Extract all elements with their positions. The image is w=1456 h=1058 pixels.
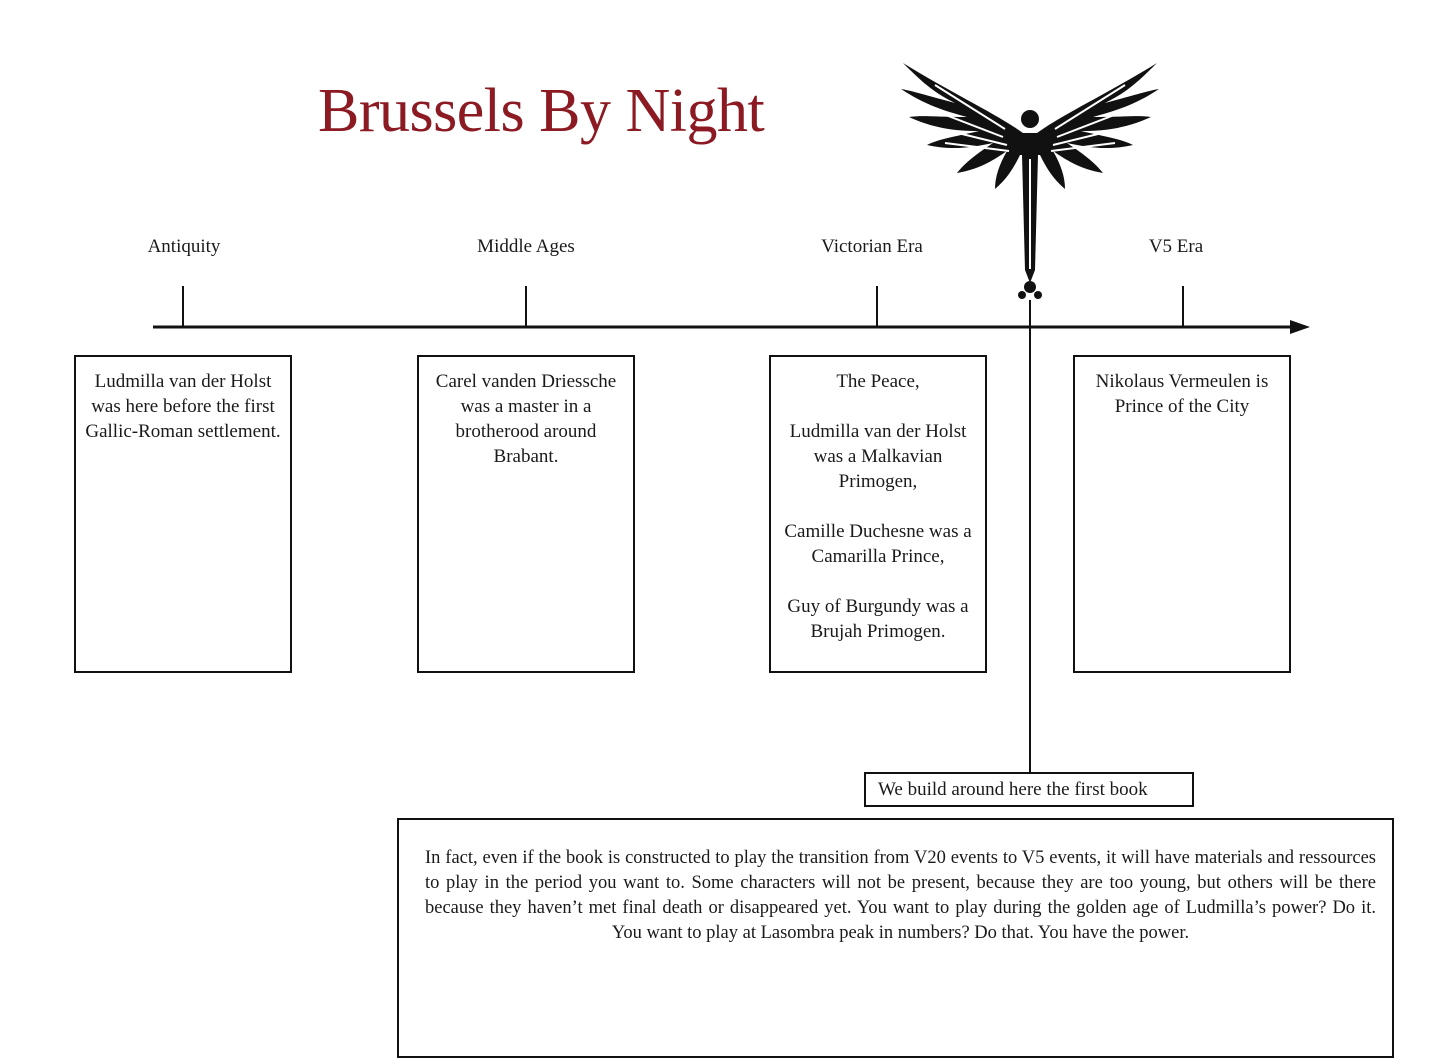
first-book-callout: We build around here the first book: [864, 772, 1194, 807]
page-title: Brussels By Night: [318, 77, 765, 145]
era-box-v5-era: [1073, 355, 1291, 673]
era-box-text: Ludmilla van der Holst was a Malkavian Primogen,: [789, 421, 967, 492]
era-box-text: The Peace,: [836, 371, 920, 392]
era-box-text: Guy of Burgundy was a Brujah Primogen.: [787, 596, 969, 642]
era-label-victorian-era: Victorian Era: [821, 236, 923, 257]
era-box-antiquity: [74, 355, 292, 673]
timeline-arrowhead: [1290, 320, 1310, 334]
era-box-victorian-era: [769, 355, 987, 673]
era-box-middle-ages: [417, 355, 635, 673]
note-box: [397, 818, 1394, 1058]
note-text: In fact, even if the book is constructed to play the transition from V20 events to V5 events, it will have materials and ressources to play in the period you want to. Some characters will not be present, because they are too young, but others will be there because they haven’t met final death or disappeared yet. You want to play during the golden age of Ludmilla’s power? Do it. You want to play at Lasombra peak in numbers? Do that. You have the power.: [425, 848, 1376, 943]
era-label-middle-ages: Middle Ages: [477, 236, 575, 257]
era-box-text: Ludmilla van der Holst was here before the first Gallic-Roman settlement.: [85, 371, 281, 442]
era-box-text: Camille Duchesne was a Camarilla Prince,: [784, 521, 972, 567]
era-label-v5-era: V5 Era: [1148, 236, 1204, 257]
era-box-text: Nikolaus Vermeulen is Prince of the City: [1095, 371, 1269, 417]
era-box-text: Carel vanden Driessche was a master in a brotherood around Brabant.: [435, 371, 617, 467]
era-label-antiquity: Antiquity: [147, 236, 221, 257]
